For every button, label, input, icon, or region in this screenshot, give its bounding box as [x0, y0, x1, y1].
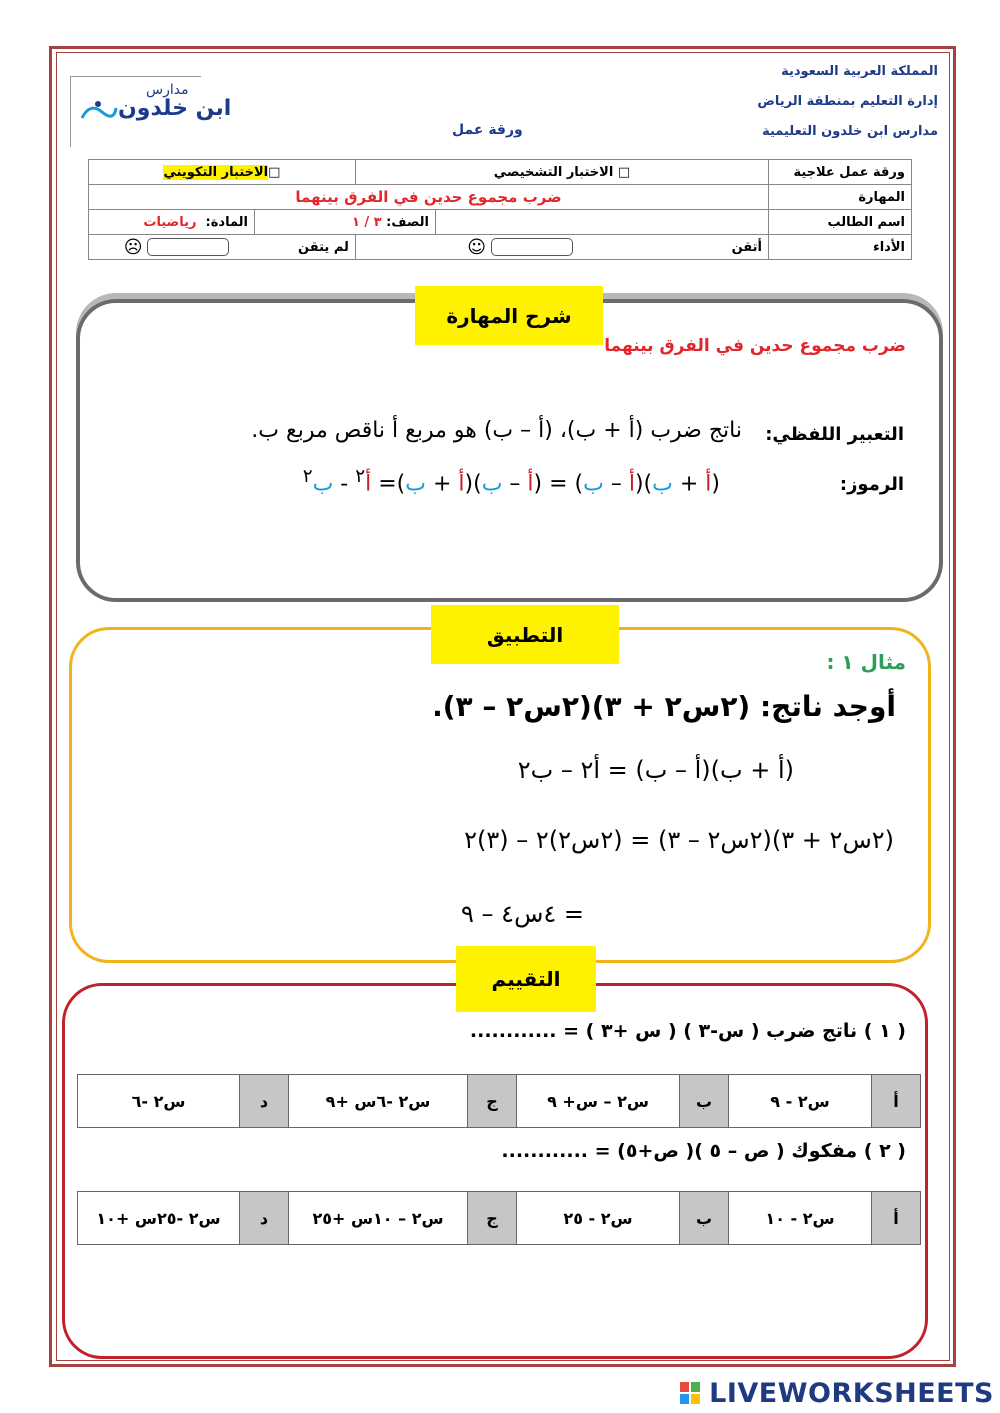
formative-label: الاختبار التكويني [163, 164, 269, 180]
sym-a: أ [458, 471, 465, 497]
student-name-field[interactable] [436, 210, 769, 235]
sym-part: ( [711, 471, 720, 497]
option-letter: أ [872, 1075, 921, 1128]
q2-option-a[interactable]: س٢ - ١٠ [729, 1192, 872, 1245]
option-letter: أ [872, 1192, 921, 1245]
skill-label: المهارة [769, 185, 912, 210]
worksheet-type: ورقة عمل علاجية [769, 160, 912, 185]
sad-icon: ☹ [123, 236, 143, 258]
option-letter: د [240, 1192, 289, 1245]
sym-a: أ [365, 471, 372, 497]
sym-a: أ [705, 471, 712, 497]
info-table [88, 159, 912, 260]
sym-exponent: ٢ [302, 466, 313, 487]
q1-option-a[interactable]: س٢ - ٩ [729, 1075, 872, 1128]
mastered-label: أتقن [731, 239, 762, 255]
skill-value: ضرب مجموع حدين في الفرق بينهما [89, 185, 769, 210]
application-tag: التطبيق [431, 605, 619, 664]
q1-options [77, 1074, 921, 1128]
worksheet-title: ورقة عمل [452, 122, 523, 138]
performance-label: الأداء [769, 235, 912, 260]
q2-option-d[interactable]: س٢ -٢٥س +١٠ [78, 1192, 240, 1245]
class-cell [255, 210, 436, 235]
sym-part: – [603, 471, 629, 497]
sym-exponent: ٢ [355, 466, 366, 487]
q2-option-b[interactable]: س٢ - ٢٥ [517, 1192, 680, 1245]
sym-part: )= [371, 471, 406, 497]
sym-b: ب [583, 471, 604, 497]
sym-part: - [333, 471, 356, 497]
sym-part: )( [634, 471, 653, 497]
sym-b: ب [312, 471, 334, 497]
administration-text: إدارة التعليم بمنطقة الرياض [757, 94, 938, 109]
option-letter: ج [468, 1075, 517, 1128]
option-letter: ج [468, 1192, 517, 1245]
q1-option-d[interactable]: س٢ -٦ [78, 1075, 240, 1128]
schools-text: مدارس ابن خلدون التعليمية [762, 124, 938, 139]
footer-brand[interactable]: LIVEWORKSHEETS [709, 1378, 994, 1409]
example-line-1: (أ + ب)(أ – ب) = أ٢ – ب٢ [517, 756, 794, 784]
not-mastered-input[interactable] [147, 238, 229, 256]
sym-part: – [502, 471, 528, 497]
q2-option-c[interactable]: س٢ – ١٠س +٢٥ [289, 1192, 468, 1245]
diagnostic-option[interactable] [355, 160, 768, 185]
symbols-label: الرموز: [839, 474, 904, 495]
sym-part: ) = ( [533, 471, 584, 497]
verbal-text: ناتج ضرب (أ + ب)، (أ – ب) هو مربع أ ناقص مربع ب. [251, 418, 742, 443]
question-1: ( ١ ) ناتج ضرب ( س-٣ ) ( س +٣ ) = ............ [469, 1020, 906, 1042]
sym-b: ب [652, 471, 673, 497]
subject-label: المادة: [205, 214, 249, 230]
q1-option-b[interactable]: س٢ – س+ ٩ [517, 1075, 680, 1128]
sym-b: ب [481, 471, 503, 497]
option-letter: ب [680, 1075, 729, 1128]
example-question: أوجد ناتج: (٢س٢ + ٣)(٢س٢ – ٣). [432, 690, 896, 723]
logo-top-text: مدارس [146, 82, 189, 98]
example-line-3: = ٤س٤ – ٩ [461, 900, 584, 928]
logo-swirl-icon [78, 98, 118, 128]
formative-option[interactable] [89, 160, 356, 185]
mastered-input[interactable] [491, 238, 573, 256]
explanation-tag: شرح المهارة [415, 286, 603, 345]
logo-main-text: ابن خلدون [118, 96, 232, 121]
example-line-2: (٢س٢ + ٣)(٢س٢ – ٣) = (٢س٢)٢ – (٣)٢ [464, 826, 894, 854]
sym-part: + [425, 471, 459, 497]
sym-a: أ [527, 471, 534, 497]
assessment-tag: التقييم [456, 946, 596, 1012]
q1-option-c[interactable]: س٢ -٦س +٩ [289, 1075, 468, 1128]
class-label: الصف: [386, 214, 429, 230]
sym-part: + [672, 471, 706, 497]
mastered-cell [355, 235, 768, 260]
kingdom-text: المملكة العربية السعودية [781, 64, 938, 79]
smile-icon: ☺ [467, 236, 486, 258]
class-value: ٣ / ١ [351, 214, 382, 230]
subject-value: رياضيات [143, 214, 197, 230]
not-mastered-label: لم يتقن [298, 239, 349, 255]
symbols-formula [303, 466, 720, 496]
option-letter: ب [680, 1192, 729, 1245]
sym-b: ب [405, 471, 426, 497]
verbal-label: التعبير اللفظي: [765, 424, 904, 445]
sym-part: )( [464, 471, 482, 497]
question-2: ( ٢ ) مفكوك ( ص – ٥ )( ص+٥) = ............ [501, 1140, 906, 1162]
q2-options [77, 1191, 921, 1245]
sym-a: أ [628, 471, 635, 497]
not-mastered-cell [89, 235, 356, 260]
formative-checkbox[interactable]: □ [268, 164, 281, 180]
option-letter: د [240, 1075, 289, 1128]
explanation-title: ضرب مجموع حدين في الفرق بينهما [604, 336, 906, 356]
subject-cell [89, 210, 255, 235]
liveworksheets-logo-icon [680, 1382, 700, 1404]
diagnostic-label: □ الاختبار التشخيصي [493, 164, 631, 180]
example-label: مثال ١ : [826, 650, 906, 674]
student-label: اسم الطالب [769, 210, 912, 235]
